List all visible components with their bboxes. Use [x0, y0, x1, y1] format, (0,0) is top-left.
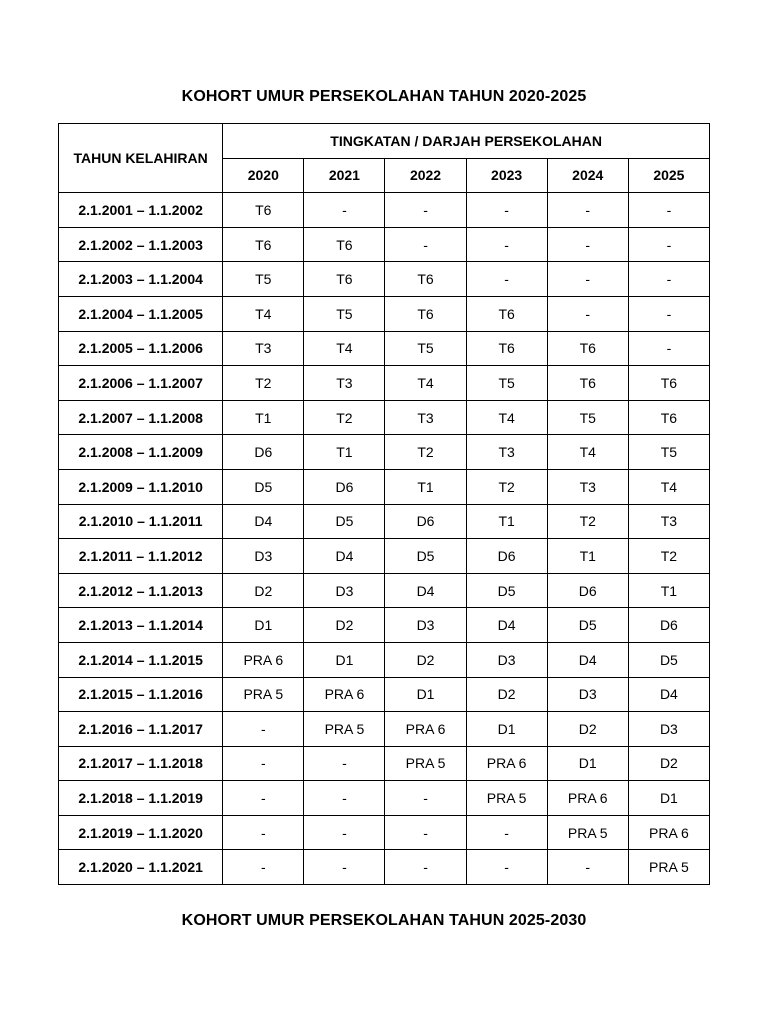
- grade-cell: D4: [466, 608, 547, 643]
- grade-cell: -: [385, 193, 466, 228]
- page-title: KOHORT UMUR PERSEKOLAHAN TAHUN 2020-2025: [181, 88, 587, 105]
- grade-cell: -: [628, 227, 709, 262]
- table-row: [59, 815, 710, 850]
- birth-range-cell: 2.1.2009 – 1.1.2010: [59, 469, 223, 504]
- grade-cell: T2: [304, 400, 385, 435]
- birth-range-cell: 2.1.2012 – 1.1.2013: [59, 573, 223, 608]
- birth-range-cell: 2.1.2018 – 1.1.2019: [59, 781, 223, 816]
- table-row: [59, 504, 710, 539]
- grade-cell: PRA 6: [304, 677, 385, 712]
- birth-range-cell: 2.1.2007 – 1.1.2008: [59, 400, 223, 435]
- grade-group-header: TINGKATAN / DARJAH PERSEKOLAHAN: [223, 124, 710, 159]
- table-header-row: [59, 124, 710, 159]
- grade-cell: -: [466, 850, 547, 885]
- grade-cell: T6: [385, 262, 466, 297]
- grade-cell: T2: [547, 504, 628, 539]
- grade-cell: T1: [385, 469, 466, 504]
- grade-cell: T5: [628, 435, 709, 470]
- cohort-table: [58, 123, 710, 885]
- grade-cell: -: [385, 815, 466, 850]
- grade-cell: T1: [223, 400, 304, 435]
- grade-cell: T6: [385, 296, 466, 331]
- grade-cell: -: [304, 850, 385, 885]
- birth-range-cell: 2.1.2017 – 1.1.2018: [59, 746, 223, 781]
- grade-cell: D2: [304, 608, 385, 643]
- grade-cell: T3: [628, 504, 709, 539]
- birth-range-cell: 2.1.2015 – 1.1.2016: [59, 677, 223, 712]
- birth-range-cell: 2.1.2020 – 1.1.2021: [59, 850, 223, 885]
- grade-cell: -: [304, 815, 385, 850]
- grade-cell: D2: [547, 712, 628, 747]
- grade-cell: D4: [628, 677, 709, 712]
- grade-cell: D4: [385, 573, 466, 608]
- table-row: [59, 262, 710, 297]
- grade-cell: D6: [223, 435, 304, 470]
- grade-cell: D6: [547, 573, 628, 608]
- grade-cell: T3: [547, 469, 628, 504]
- grade-cell: -: [466, 193, 547, 228]
- grade-cell: T6: [304, 227, 385, 262]
- grade-cell: -: [547, 227, 628, 262]
- birth-range-cell: 2.1.2014 – 1.1.2015: [59, 642, 223, 677]
- grade-cell: D1: [223, 608, 304, 643]
- grade-cell: T5: [223, 262, 304, 297]
- grade-cell: D1: [304, 642, 385, 677]
- grade-cell: -: [466, 227, 547, 262]
- birth-range-cell: 2.1.2006 – 1.1.2007: [59, 366, 223, 401]
- grade-cell: D1: [547, 746, 628, 781]
- birth-range-cell: 2.1.2019 – 1.1.2020: [59, 815, 223, 850]
- grade-cell: T3: [466, 435, 547, 470]
- birth-range-cell: 2.1.2013 – 1.1.2014: [59, 608, 223, 643]
- grade-cell: PRA 6: [628, 815, 709, 850]
- grade-cell: D6: [385, 504, 466, 539]
- grade-cell: -: [223, 781, 304, 816]
- birth-range-cell: 2.1.2010 – 1.1.2011: [59, 504, 223, 539]
- birth-range-cell: 2.1.2003 – 1.1.2004: [59, 262, 223, 297]
- grade-cell: T5: [547, 400, 628, 435]
- grade-cell: -: [547, 296, 628, 331]
- grade-cell: D3: [385, 608, 466, 643]
- grade-cell: T4: [385, 366, 466, 401]
- table-row: [59, 677, 710, 712]
- grade-cell: T5: [304, 296, 385, 331]
- grade-cell: -: [547, 193, 628, 228]
- year-header: 2025: [628, 158, 709, 193]
- grade-cell: T4: [304, 331, 385, 366]
- birth-range-cell: 2.1.2004 – 1.1.2005: [59, 296, 223, 331]
- grade-cell: -: [628, 296, 709, 331]
- grade-cell: D6: [628, 608, 709, 643]
- table-row: [59, 746, 710, 781]
- grade-cell: PRA 6: [223, 642, 304, 677]
- year-header: 2023: [466, 158, 547, 193]
- grade-cell: PRA 5: [466, 781, 547, 816]
- grade-cell: -: [385, 781, 466, 816]
- grade-cell: -: [223, 850, 304, 885]
- grade-cell: T4: [466, 400, 547, 435]
- grade-cell: D3: [628, 712, 709, 747]
- grade-cell: D4: [223, 504, 304, 539]
- grade-cell: T6: [223, 227, 304, 262]
- table-row: [59, 435, 710, 470]
- grade-cell: -: [304, 193, 385, 228]
- grade-cell: T3: [385, 400, 466, 435]
- grade-cell: T4: [628, 469, 709, 504]
- grade-cell: -: [223, 815, 304, 850]
- table-row: [59, 608, 710, 643]
- grade-cell: D1: [466, 712, 547, 747]
- grade-cell: -: [628, 193, 709, 228]
- grade-cell: T6: [466, 331, 547, 366]
- table-row: [59, 850, 710, 885]
- birth-range-cell: 2.1.2008 – 1.1.2009: [59, 435, 223, 470]
- grade-cell: D3: [223, 539, 304, 574]
- grade-cell: PRA 6: [385, 712, 466, 747]
- grade-cell: D3: [466, 642, 547, 677]
- table-row: [59, 712, 710, 747]
- grade-cell: -: [223, 712, 304, 747]
- table-row: [59, 642, 710, 677]
- grade-cell: D5: [304, 504, 385, 539]
- grade-cell: D2: [385, 642, 466, 677]
- birth-range-cell: 2.1.2002 – 1.1.2003: [59, 227, 223, 262]
- grade-cell: PRA 6: [466, 746, 547, 781]
- grade-cell: T6: [466, 296, 547, 331]
- grade-cell: D4: [547, 642, 628, 677]
- birth-range-cell: 2.1.2011 – 1.1.2012: [59, 539, 223, 574]
- table-row: [59, 296, 710, 331]
- grade-cell: D1: [385, 677, 466, 712]
- grade-cell: D4: [304, 539, 385, 574]
- grade-cell: D5: [223, 469, 304, 504]
- grade-cell: PRA 5: [385, 746, 466, 781]
- grade-cell: D5: [466, 573, 547, 608]
- grade-cell: -: [385, 227, 466, 262]
- table-row: [59, 366, 710, 401]
- grade-cell: D3: [547, 677, 628, 712]
- grade-cell: D1: [628, 781, 709, 816]
- birth-range-cell: 2.1.2001 – 1.1.2002: [59, 193, 223, 228]
- grade-cell: T6: [547, 366, 628, 401]
- grade-cell: T5: [466, 366, 547, 401]
- year-header: 2022: [385, 158, 466, 193]
- grade-cell: D5: [628, 642, 709, 677]
- grade-cell: D3: [304, 573, 385, 608]
- table-body: [59, 193, 710, 885]
- table-row: [59, 573, 710, 608]
- grade-cell: D5: [385, 539, 466, 574]
- grade-cell: T2: [385, 435, 466, 470]
- grade-cell: T6: [304, 262, 385, 297]
- grade-cell: T2: [466, 469, 547, 504]
- grade-cell: T3: [223, 331, 304, 366]
- grade-cell: T5: [385, 331, 466, 366]
- grade-cell: PRA 6: [547, 781, 628, 816]
- table-row: [59, 331, 710, 366]
- grade-cell: T2: [223, 366, 304, 401]
- grade-cell: T1: [304, 435, 385, 470]
- grade-cell: T6: [547, 331, 628, 366]
- grade-cell: -: [223, 746, 304, 781]
- table-row: [59, 227, 710, 262]
- grade-cell: -: [385, 850, 466, 885]
- grade-cell: -: [628, 331, 709, 366]
- table-row: [59, 781, 710, 816]
- grade-cell: D6: [304, 469, 385, 504]
- year-header: 2021: [304, 158, 385, 193]
- grade-cell: D2: [466, 677, 547, 712]
- grade-cell: T2: [628, 539, 709, 574]
- grade-cell: D2: [223, 573, 304, 608]
- birth-year-header: TAHUN KELAHIRAN: [59, 124, 223, 193]
- grade-cell: T3: [304, 366, 385, 401]
- grade-cell: -: [304, 746, 385, 781]
- section-title: KOHORT UMUR PERSEKOLAHAN TAHUN 2025-2030: [181, 912, 587, 929]
- grade-cell: PRA 5: [547, 815, 628, 850]
- grade-cell: PRA 5: [304, 712, 385, 747]
- grade-cell: T1: [628, 573, 709, 608]
- grade-cell: T1: [466, 504, 547, 539]
- grade-cell: T4: [223, 296, 304, 331]
- grade-cell: -: [466, 815, 547, 850]
- birth-range-cell: 2.1.2016 – 1.1.2017: [59, 712, 223, 747]
- grade-cell: -: [304, 781, 385, 816]
- year-header: 2024: [547, 158, 628, 193]
- grade-cell: -: [466, 262, 547, 297]
- grade-cell: PRA 5: [628, 850, 709, 885]
- grade-cell: T6: [628, 366, 709, 401]
- grade-cell: T4: [547, 435, 628, 470]
- grade-cell: -: [547, 850, 628, 885]
- table-row: [59, 193, 710, 228]
- grade-cell: T1: [547, 539, 628, 574]
- table-row: [59, 539, 710, 574]
- grade-cell: D5: [547, 608, 628, 643]
- grade-cell: -: [628, 262, 709, 297]
- grade-cell: T6: [628, 400, 709, 435]
- grade-cell: -: [547, 262, 628, 297]
- grade-cell: D2: [628, 746, 709, 781]
- grade-cell: PRA 5: [223, 677, 304, 712]
- year-header: 2020: [223, 158, 304, 193]
- table-row: [59, 400, 710, 435]
- birth-range-cell: 2.1.2005 – 1.1.2006: [59, 331, 223, 366]
- grade-cell: D6: [466, 539, 547, 574]
- grade-cell: T6: [223, 193, 304, 228]
- table-row: [59, 469, 710, 504]
